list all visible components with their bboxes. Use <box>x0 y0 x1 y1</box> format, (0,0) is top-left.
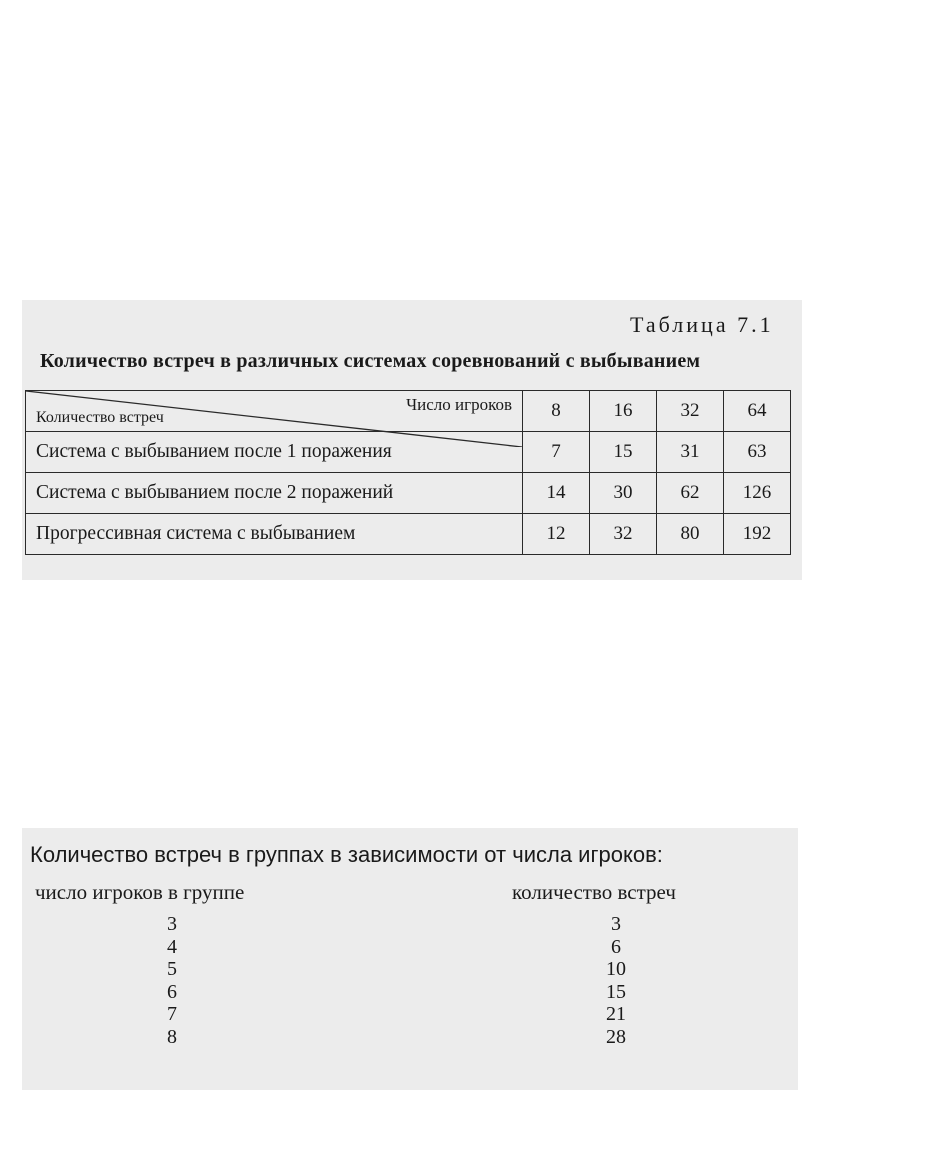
table-cell: 63 <box>724 432 791 473</box>
table-header-row <box>26 391 791 432</box>
table-cell: 14 <box>523 473 590 514</box>
matches-table <box>25 390 791 555</box>
players-column <box>150 913 194 1048</box>
table-cell: 32 <box>590 514 657 555</box>
table-cell: 30 <box>590 473 657 514</box>
header-col: 32 <box>657 391 724 432</box>
table-cell: 126 <box>724 473 791 514</box>
matches-value: 3 <box>611 913 621 935</box>
table-title: Количество встреч в различных системах соревнований с выбыванием <box>40 350 701 372</box>
matches-column-header: количество встреч <box>512 880 676 904</box>
table-cell: 15 <box>590 432 657 473</box>
matches-value: 15 <box>606 980 626 1003</box>
players-column-header: число игроков в группе <box>35 880 245 904</box>
table-cell: 12 <box>523 514 590 555</box>
row-label: Прогрессивная система с выбыванием <box>26 514 523 555</box>
players-value: 3 <box>167 913 177 935</box>
table-row <box>26 473 791 514</box>
matches-value: 10 <box>606 958 626 980</box>
table-cell: 80 <box>657 514 724 555</box>
table-cell: 192 <box>724 514 791 555</box>
matches-value: 28 <box>606 1025 626 1048</box>
header-col: 64 <box>724 391 791 432</box>
diagonal-header-cell <box>26 391 523 432</box>
table-cell: 62 <box>657 473 724 514</box>
matches-column <box>592 913 640 1048</box>
header-matches-label: Количество встреч <box>36 409 164 426</box>
matches-value: 21 <box>606 1003 626 1025</box>
groups-heading: Количество встреч в группах в зависимости от числа игроков: <box>30 842 663 867</box>
row-label: Система с выбыванием после 2 поражений <box>26 473 523 514</box>
row-label: Система с выбыванием после 1 поражения <box>26 432 523 473</box>
players-value: 7 <box>167 1003 177 1025</box>
table-row <box>26 514 791 555</box>
table-cell: 31 <box>657 432 724 473</box>
table-caption: Таблица 7.1 <box>630 312 774 337</box>
header-players-label: Число игроков <box>406 395 512 414</box>
players-value: 6 <box>167 980 177 1003</box>
header-col: 8 <box>523 391 590 432</box>
table-cell: 7 <box>523 432 590 473</box>
players-value: 8 <box>167 1025 177 1048</box>
players-value: 4 <box>167 935 177 958</box>
header-col: 16 <box>590 391 657 432</box>
players-value: 5 <box>167 958 177 980</box>
matches-value: 6 <box>611 935 621 958</box>
